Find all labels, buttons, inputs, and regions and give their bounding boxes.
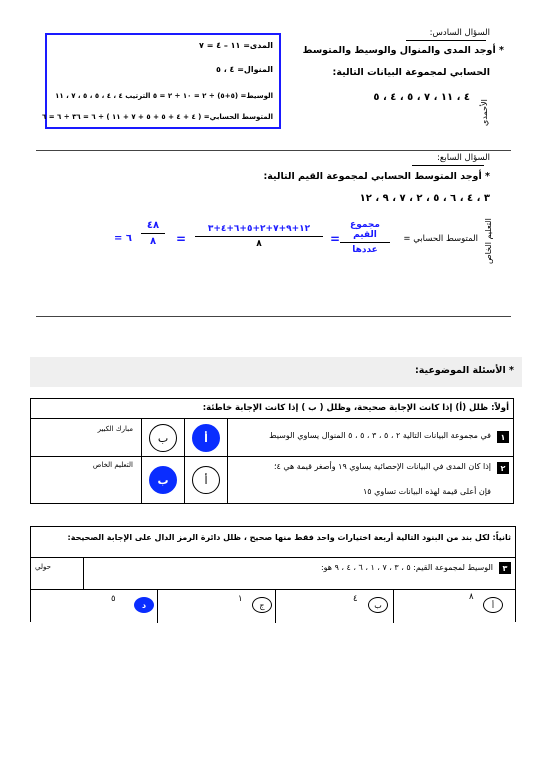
mc-options-vline-2	[275, 590, 276, 623]
q7-frac2-bar	[195, 236, 323, 237]
tf-row2-credit: التعليم الخاص	[92, 461, 133, 469]
q7-fraction-2	[195, 224, 323, 249]
objective-section-header	[30, 357, 522, 387]
tf-row1-option-a[interactable]: أ	[192, 424, 220, 452]
tf-row2-vline-a	[141, 457, 142, 503]
q6-data: ٤ ، ١١ ، ٧ ، ٥ ، ٤ ، ٥	[373, 92, 470, 103]
tf-row2-text: إذا كان المدى في البيانات الإحصائية يساوي ١٩ وأصغر قيمة هي ٤؛	[273, 462, 491, 471]
tf-row2-text2: فإن أعلى قيمة لهذه البيانات تساوي ١٥	[362, 487, 491, 496]
q7-frac1-bar	[340, 242, 390, 243]
true-false-table	[30, 398, 514, 504]
mc-options-vline-1	[157, 590, 158, 623]
tf-instruction-row	[31, 399, 513, 419]
objective-header-text: * الأسئلة الموضوعية:	[415, 365, 514, 376]
tf-row1-text: في مجموعة البيانات التالية ٢ ، ٥ ، ٣ ، ٥ ، ٥ المنوال يساوي الوسيط	[269, 431, 491, 440]
tf-row-1	[31, 419, 513, 457]
mc-option-b-value: ٤	[353, 594, 358, 604]
tf-row1-credit: مبارك الكبير	[97, 425, 133, 433]
mc-question-number: ٣	[499, 562, 511, 574]
q7-frac2-numerator: ١٢+٩+٧+٢+٥+٦+٤+٣	[207, 224, 311, 234]
mc-option-a-value: ٨	[469, 592, 474, 602]
tf-row2-vline-b	[184, 457, 185, 503]
q7-eq-2: =	[176, 232, 187, 246]
q7-frac2-denominator: ٨	[256, 239, 262, 249]
mc-option-b[interactable]: ب	[368, 597, 388, 613]
q7-data: ٣ ، ٤ ، ٦ ، ٥ ، ٢ ، ٧ ، ٩ ، ١٢	[359, 193, 490, 204]
q6-side-label: الأحمدي	[480, 99, 489, 126]
divider-q6-q7	[36, 150, 511, 151]
q6-answer-range: المدى= ١١ – ٤ = ٧	[199, 41, 273, 50]
q6-answer-median: الوسيط= (٥+٥) ÷ ٢ = ١٠ ÷ ٢ = ٥ الترتيب ٤ ، ٤ ، ٥ ، ٥ ، ٧ ، ١١	[55, 92, 273, 100]
multiple-choice-table	[30, 526, 516, 622]
q6-title-underline	[406, 40, 486, 41]
q7-prompt: * أوجد المتوسط الحسابي لمجموعة القيم التالية:	[263, 171, 490, 182]
tf-row2-option-b[interactable]: ب	[149, 466, 177, 494]
tf-row2-vline-c	[227, 457, 228, 503]
mc-instruction: ثانياً: لكل بند من البنود التالية أربعة اختيارات واحد فقط منها صحيح ، ظلل دائرة الرمز الدال على الإجابة الصحيحة:	[67, 533, 511, 542]
q7-mean-label: المتوسط الحسابي =	[403, 234, 478, 244]
q6-answer-box	[42, 33, 281, 129]
q6-prompt-line1: * أوجد المدى والمنوال والوسيط والمتوسط	[302, 45, 504, 56]
mc-option-c-value: ١	[238, 594, 243, 604]
mc-question-vline	[83, 558, 84, 589]
q7-frac1-numerator: مجموع القيم	[350, 220, 380, 240]
q7-side-label: التعليم الخاص	[484, 218, 493, 264]
tf-instruction: أولاً: ظلل (أ) إذا كانت الإجابة صحيحة، وظلل ( ب ) إذا كانت الإجابة خاطئة:	[202, 403, 509, 413]
q6-prompt-line2: الحسابي لمجموعة البيانات التالية:	[332, 67, 490, 78]
mc-option-c[interactable]: ج	[252, 597, 272, 613]
mc-options-vline-3	[393, 590, 394, 623]
tf-row1-vline-c	[227, 419, 228, 457]
q7-eq-1: =	[330, 232, 341, 246]
tf-row2-option-a[interactable]: أ	[192, 466, 220, 494]
mc-question-row	[31, 558, 515, 590]
q7-frac1-denominator: عددها	[352, 245, 378, 255]
divider-q7-end	[36, 316, 511, 317]
q6-answer-mean: المتوسط الحسابي= ( ٤ + ٤ + ٥ + ٥ + ٧ + ١١ ) ÷ ٦ = ٣٦ ÷ ٦ = ٦	[42, 113, 273, 121]
tf-row-2	[31, 457, 513, 503]
tf-row1-option-b[interactable]: ب	[149, 424, 177, 452]
tf-row1-vline-a	[141, 419, 142, 457]
q7-fraction-3	[141, 220, 165, 247]
q7-frac3-numerator: ٤٨	[146, 220, 160, 231]
q7-frac3-denominator: ٨	[149, 236, 157, 247]
q7-fraction-1	[340, 220, 390, 255]
q7-title-underline	[412, 165, 484, 166]
q6-title: السؤال السادس:	[429, 28, 490, 38]
tf-row1-vline-b	[184, 419, 185, 457]
q7-title: السؤال السابع:	[436, 153, 490, 163]
q7-result: = ٦	[114, 233, 132, 244]
mc-option-d-value: ٥	[111, 594, 116, 604]
mc-option-d[interactable]: د	[134, 597, 154, 613]
tf-row2-number: ٢	[497, 462, 509, 474]
mc-question-text: الوسيط لمجموعة القيم: ٥ ، ٣ ، ٧ ، ١ ، ٦ ، ٤ ، ٩ هو:	[320, 563, 493, 572]
mc-question-credit: حولي	[35, 563, 51, 571]
tf-row1-number: ١	[497, 431, 509, 443]
q7-frac3-bar	[141, 233, 165, 234]
mc-options-row	[31, 590, 515, 623]
q6-answer-mode: المنوال= ٤ ، ٥	[216, 65, 273, 74]
mc-option-a[interactable]: أ	[483, 597, 503, 613]
